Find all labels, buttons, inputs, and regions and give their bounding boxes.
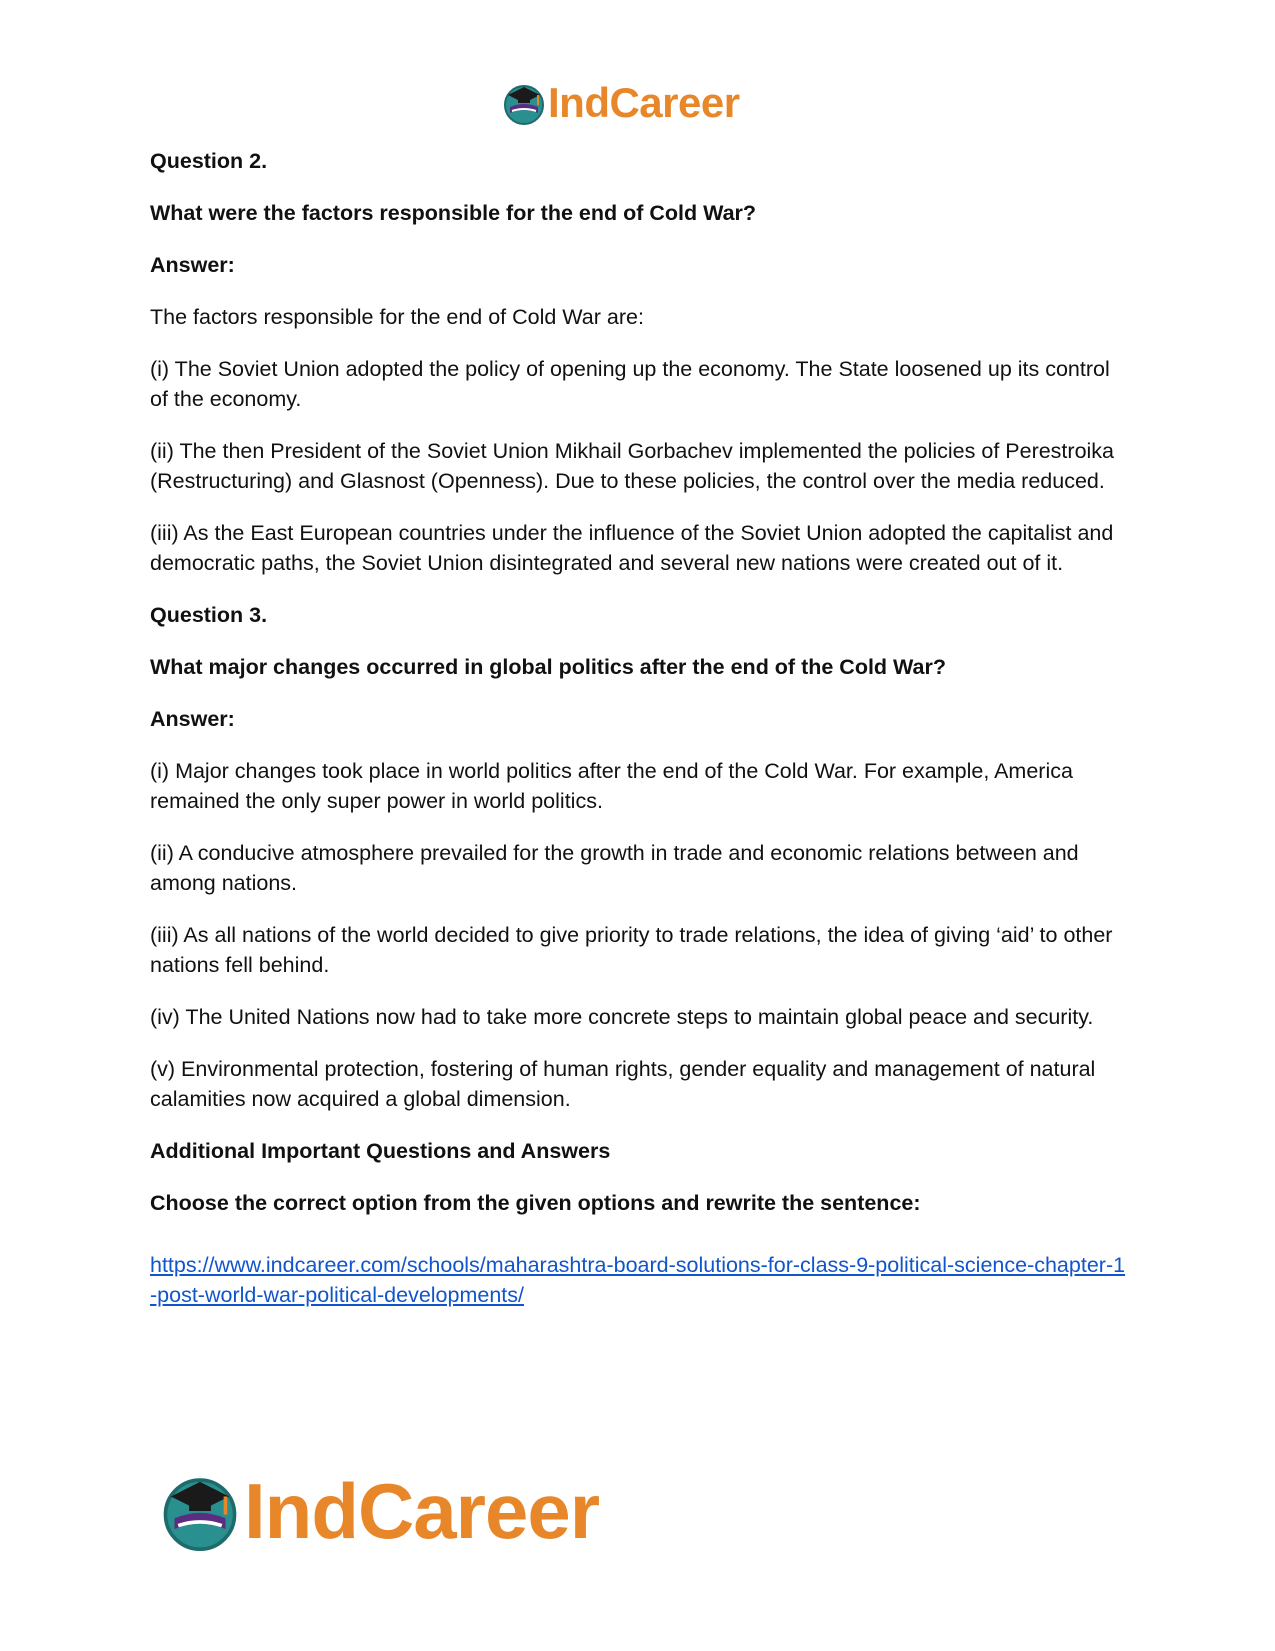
body-paragraph: (iii) As the East European countries under the influence of the Soviet Union adopted the capitalist and democratic paths, the Soviet Union disintegrated and several new nations were created out of it. xyxy=(150,521,1114,575)
heading-text: Question 3. xyxy=(150,603,268,627)
heading-text: Answer: xyxy=(150,707,235,731)
body-paragraph: (iii) As all nations of the world decided to give priority to trade relations, the idea of giving ‘aid’ to other nations fell behind. xyxy=(150,923,1113,977)
body-paragraph: (iv) The United Nations now had to take more concrete steps to maintain global peace and security. xyxy=(150,1005,1094,1029)
graduation-cap-globe-icon xyxy=(160,1471,240,1551)
body-paragraph: The factors responsible for the end of Cold War are: xyxy=(150,305,644,329)
body-paragraph: (i) Major changes took place in world politics after the end of the Cold War. For example, America remained the only super power in world politics. xyxy=(150,759,1073,813)
header-logo xyxy=(502,78,740,128)
document-content xyxy=(150,146,1130,1310)
body-paragraph: (i) The Soviet Union adopted the policy of opening up the economy. The State loosened up its control of the economy. xyxy=(150,357,1110,411)
heading-text: Question 2. xyxy=(150,149,268,173)
footer-logo xyxy=(160,1468,599,1554)
logo-wordmark: IndCareer xyxy=(244,1467,600,1555)
heading-text: Answer: xyxy=(150,253,235,277)
heading-text: What major changes occurred in global politics after the end of the Cold War? xyxy=(150,655,946,679)
body-paragraph: (v) Environmental protection, fostering of human rights, gender equality and management of natural calamities now acquired a global dimension. xyxy=(150,1057,1096,1111)
body-paragraph: (ii) A conducive atmosphere prevailed for the growth in trade and economic relations between and among nations. xyxy=(150,841,1079,895)
source-link[interactable]: https://www.indcareer.com/schools/maharashtra-board-solutions-for-class-9-political-science-chapter-1-post-world-war-political-developments/ xyxy=(150,1253,1126,1307)
logo-wordmark: IndCareer xyxy=(548,79,740,126)
body-paragraph: (ii) The then President of the Soviet Union Mikhail Gorbachev implemented the policies of Perestroika (Restructuring) and Glasnost (Openness). Due to these policies, the control over the media reduced. xyxy=(150,439,1115,493)
graduation-cap-globe-icon xyxy=(502,81,546,125)
heading-text: Choose the correct option from the given options and rewrite the sentence: xyxy=(150,1191,921,1215)
heading-text: What were the factors responsible for the end of Cold War? xyxy=(150,201,757,225)
heading-text: Additional Important Questions and Answers xyxy=(150,1139,611,1163)
